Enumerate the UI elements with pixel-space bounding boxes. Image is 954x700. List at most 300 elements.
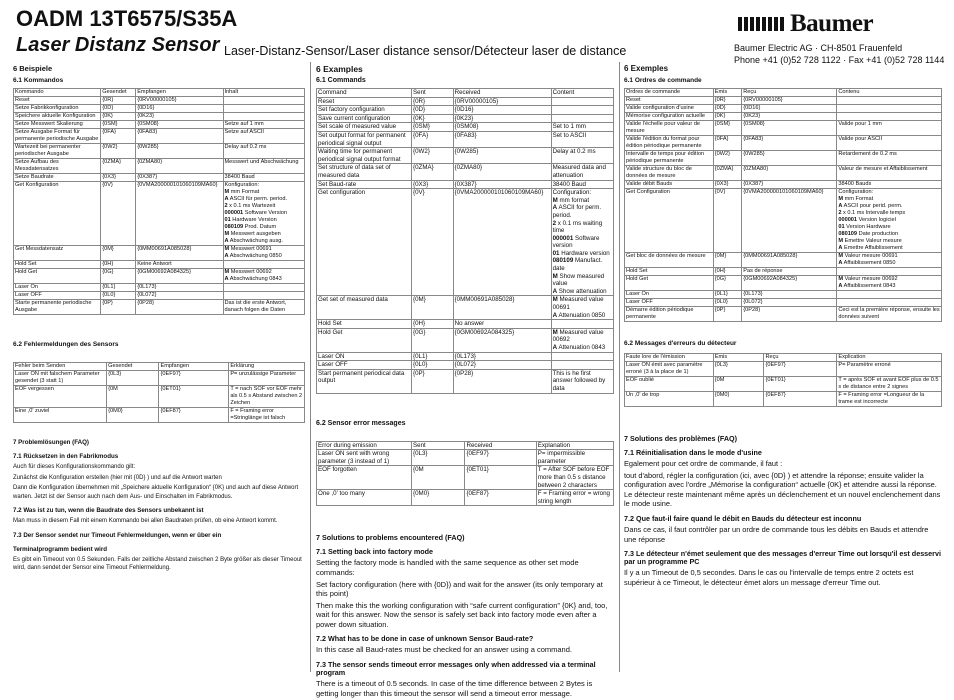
cell-line: Get Messdatensatz — [15, 246, 64, 252]
table-cell — [412, 189, 454, 296]
cell-line: 01 Hardware version — [552, 249, 610, 257]
cell-line: {0SM} — [714, 121, 730, 127]
cell-line: 000001 Software Version — [224, 210, 288, 216]
cell-line: Setze Ausgabe Format für permanente periodische Ausgabe — [15, 129, 99, 142]
table-cell — [412, 490, 465, 506]
table-header-row — [625, 89, 942, 97]
spacer — [316, 394, 614, 416]
column-french — [624, 62, 942, 589]
table-row — [317, 320, 614, 329]
cell-line: {0X387} — [743, 181, 764, 187]
cell-line: {0SM08} — [743, 121, 765, 127]
table-cell — [453, 123, 551, 132]
cell-line: {0EF87} — [765, 392, 786, 398]
table-cell — [317, 106, 412, 115]
table-row — [625, 136, 942, 151]
cell-line: 080109 Manufact. date — [552, 257, 603, 273]
cell-line: T = après SOF et avant EOF plus de 0.5 s de distance entre 2 signes — [838, 377, 939, 390]
table-header-cell: Inhalt — [223, 89, 305, 97]
cell-line: {0K23} — [743, 113, 761, 119]
spacer — [13, 352, 305, 362]
table-cell — [713, 151, 742, 166]
table-cell — [625, 97, 714, 105]
table-row — [14, 371, 305, 386]
table-cell — [14, 105, 101, 113]
table-cell — [713, 189, 742, 253]
cell-line: {0W2} — [102, 144, 118, 150]
table-cell — [625, 189, 714, 253]
table-row — [14, 386, 305, 408]
table-cell — [317, 148, 412, 164]
cell-line: Hold Get — [15, 269, 38, 275]
cell-line: {0K23} — [137, 113, 155, 119]
cell-line: Start permanent periodical data output — [318, 369, 405, 385]
table-cell — [713, 253, 742, 268]
cell-line: Set scale of measured value — [318, 123, 397, 131]
table-row — [14, 261, 305, 269]
table-header-cell: Fehler beim Senden — [14, 363, 107, 371]
baumer-logo — [738, 10, 873, 38]
table-cell — [14, 174, 101, 182]
table-cell — [713, 105, 742, 113]
table-header-cell: Sent — [412, 441, 465, 450]
table-cell — [742, 166, 837, 181]
cell-line: {0L0} — [413, 361, 428, 369]
table-cell — [713, 291, 742, 299]
table-cell — [223, 269, 305, 284]
table-cell — [136, 182, 223, 246]
table-row — [625, 97, 942, 105]
cell-line: {0W285} — [743, 151, 765, 157]
table-row — [14, 300, 305, 315]
cell-line: M Valeur mesure 00691 — [838, 253, 898, 259]
cell-line: A Affaiblissement 0843 — [838, 283, 896, 289]
column-english — [316, 62, 614, 700]
table-cell — [101, 182, 136, 246]
table-cell — [136, 261, 223, 269]
cell-line: Konfiguration: — [224, 182, 260, 188]
cell-line: Un ,0' de trop — [626, 392, 660, 398]
faq-paragraph: Auch für dieses Konfigurationskommando gilt: — [13, 464, 136, 470]
table-cell — [465, 450, 536, 466]
cell-line: 000001 Version logiciel — [838, 217, 896, 223]
cell-line: Valide pour 1 mm — [838, 121, 882, 127]
table-row — [625, 189, 942, 253]
cell-line: F = Framing error =Stringlänge ist falsch — [230, 408, 286, 421]
table-cell — [317, 352, 412, 361]
table-cell — [14, 246, 101, 261]
cell-line: {0SM08} — [454, 123, 479, 131]
table-header-cell: Empfangen — [159, 363, 229, 371]
table-cell — [101, 113, 136, 121]
cell-line: {0D} — [714, 105, 726, 111]
table-row — [14, 269, 305, 284]
cell-line: {0K} — [102, 113, 113, 119]
table-cell — [713, 97, 742, 105]
table-cell — [317, 114, 412, 123]
cell-line: {0FA83} — [743, 136, 764, 142]
cell-line: 38400 Baud — [552, 180, 586, 188]
cell-line: Laser ON sent with wrong parameter (3 instead of 1) — [318, 450, 390, 465]
cell-line: {0P28} — [743, 307, 761, 313]
table-cell — [14, 261, 101, 269]
cell-line: 2 x 0.1 ms Wartezeit — [224, 203, 276, 209]
table-cell — [412, 369, 454, 393]
table-cell — [551, 114, 613, 123]
cell-line: Reset — [626, 97, 641, 103]
spacer — [316, 431, 614, 441]
faq-paragraph: Dans ce cas, il faut contrôler par un ordre de commande tous les débits en Bauds et attendre une réponse — [624, 524, 929, 544]
cell-line: Get configuration — [318, 189, 366, 197]
faq-paragraph: Il y a un Timeout de 0,5 secondes. Dans le cas ou l'intervalle de temps entre 2 octets est supérieur à ce Timeout, le détecteur émet alors un message d'erreur Time out. — [624, 568, 914, 587]
table-cell — [764, 392, 837, 407]
cell-line: {0EF97} — [466, 450, 489, 458]
column-divider — [619, 62, 620, 672]
spacer — [316, 506, 614, 528]
cell-line: {0GM00692A084325} — [454, 328, 515, 336]
table-cell — [14, 269, 101, 284]
table-row — [14, 284, 305, 292]
cell-line: {0ET01} — [160, 386, 181, 392]
cell-line: {0X3} — [102, 174, 116, 180]
commands-table — [13, 88, 305, 315]
cell-line: Hold Set — [318, 320, 342, 328]
table-cell — [453, 180, 551, 189]
faq-heading-timeout-cont: Terminalprogramm bedient wird — [13, 545, 108, 553]
commands-table — [316, 88, 614, 394]
table-cell — [742, 276, 837, 291]
cell-line: A Emettre Affaiblissement — [838, 245, 903, 251]
cell-line: Laser OFF — [15, 292, 42, 298]
cell-line: {0G} — [413, 328, 426, 336]
faq-paragraph: There is a timeout of 0.5 seconds. In case of the time difference between 2 Bytes is getting longer than this timeout the sensor will send a timeout error message. — [316, 679, 593, 698]
table-cell — [223, 105, 305, 113]
table-cell — [837, 291, 942, 299]
table-cell — [317, 97, 412, 106]
cell-line: T = After SOF before EOF more than 0.5 s distance between 2 characters — [537, 466, 610, 489]
cell-line: Reset — [318, 97, 335, 105]
table-cell — [317, 369, 412, 393]
table-cell — [412, 97, 454, 106]
error-messages-table — [316, 441, 614, 507]
cell-line: Laser On — [626, 291, 650, 297]
table-row — [625, 291, 942, 299]
table-cell — [742, 181, 837, 189]
multilingual-subtitle: Laser-Distanz-Sensor/Laser distance sensor/Détecteur laser de distance — [224, 44, 627, 58]
cell-line: {0M} — [714, 253, 727, 259]
cell-line: Démarre édition périodique permanente — [626, 307, 694, 320]
table-cell — [101, 105, 136, 113]
cell-line: One ,0' too many — [318, 490, 365, 498]
cell-line: Speichere aktuelle Konfiguration — [15, 113, 96, 119]
faq-paragraph: Setting the factory mode is handled with the same sequence as other set mode commands: — [316, 558, 579, 577]
table-cell — [837, 121, 942, 136]
table-cell — [14, 159, 101, 174]
cell-line: Keine Antwort — [137, 261, 172, 267]
table-cell — [742, 105, 837, 113]
cell-line: Hold Get — [626, 276, 649, 282]
column-german — [13, 62, 305, 575]
table-header-row — [625, 354, 942, 362]
cell-line: {0D16} — [454, 106, 474, 114]
cell-line: {0MM00691A085028} — [137, 246, 192, 252]
faq-heading-baudrate: 7.2 Was ist zu tun, wenn die Baudrate des Sensors unbekannt ist — [13, 507, 204, 514]
cell-line: {0K23} — [454, 114, 474, 122]
table-row — [625, 113, 942, 121]
table-cell — [837, 113, 942, 121]
table-header-cell: Gesendet — [107, 363, 159, 371]
table-cell — [101, 144, 136, 159]
table-cell — [742, 268, 837, 276]
table-cell — [453, 189, 551, 296]
table-cell — [136, 105, 223, 113]
cell-line: {0GM00692A084325} — [743, 276, 798, 282]
faq-heading-factory-mode: 7.1 Réinitialisation dans le mode d'usine — [624, 448, 762, 457]
faq-heading-factory-mode: 7.1 Rücksetzen in den Fabrikmodus — [13, 453, 119, 460]
cell-line: {0L0} — [714, 299, 728, 305]
table-cell — [223, 97, 305, 105]
cell-line: Intervalle de temps pour édition périodique permanente — [626, 151, 705, 164]
cell-line: No answer — [454, 320, 485, 328]
table-cell — [713, 121, 742, 136]
table-row — [317, 131, 614, 147]
faq-heading-baudrate: 7.2 What has to be done in case of unknown Sensor Baud-rate? — [316, 634, 534, 644]
cell-line: Reset — [15, 97, 30, 103]
cell-line: {0ZMA} — [102, 159, 121, 165]
table-cell — [223, 121, 305, 129]
table-cell — [837, 299, 942, 307]
table-row — [14, 408, 305, 423]
table-cell — [465, 466, 536, 490]
spacer — [624, 322, 942, 336]
table-row — [317, 189, 614, 296]
table-row — [625, 377, 942, 392]
table-header-cell: Error during emission — [317, 441, 412, 450]
table-cell — [453, 328, 551, 352]
cell-line: {0K} — [714, 113, 726, 119]
cell-line: M Measured value 00692 — [552, 328, 604, 344]
cell-line: {0P} — [714, 307, 726, 313]
table-row — [625, 121, 942, 136]
table-cell — [837, 136, 942, 151]
cell-line: {0D16} — [137, 105, 155, 111]
cell-line: 01 Hardware Version — [224, 217, 277, 223]
table-cell — [837, 362, 942, 377]
faq-paragraph: Then make this the working configuration with “safe current configuration” {0K} and, too, wait for this answer. Now the sensor is safely set back into factory mode even after a power down situation. — [316, 600, 608, 629]
cell-line: A ASCII für perm. period. — [224, 196, 287, 202]
cell-line: Set structure of data set of measured data — [318, 164, 391, 179]
cell-line: {0R} — [714, 97, 726, 103]
table-cell — [223, 113, 305, 121]
logo-bars-icon — [738, 17, 784, 31]
table-row — [625, 268, 942, 276]
cell-line: F = Framing error = wrong string length — [537, 490, 610, 505]
cell-line: Save current configuration — [318, 114, 391, 122]
table-cell — [742, 189, 837, 253]
table-cell — [412, 123, 454, 132]
cell-line: {0W2} — [413, 148, 430, 156]
table-cell — [136, 246, 223, 261]
table-cell — [625, 181, 714, 189]
cell-line: {0L1} — [714, 291, 728, 297]
cell-line: {0R} — [413, 97, 426, 105]
table-cell — [412, 320, 454, 329]
table-cell — [551, 361, 613, 370]
table-row — [14, 246, 305, 261]
cell-line: {0EF87} — [466, 490, 489, 498]
table-row — [625, 362, 942, 377]
section-heading-errors: 6.2 Sensor error messages — [316, 419, 406, 427]
table-cell — [223, 284, 305, 292]
section-heading-faq: 7 Solutions des problèmes (FAQ) — [624, 434, 738, 443]
spacer — [13, 315, 305, 337]
cell-line: Set to ASCII — [552, 131, 587, 139]
table-cell — [14, 129, 101, 144]
cell-line: A Attenuation 0843 — [552, 344, 606, 351]
table-cell — [317, 450, 412, 466]
table-cell — [625, 105, 714, 113]
table-row — [14, 113, 305, 121]
cell-line: EOF forgotten — [318, 466, 357, 474]
cell-line: Configuration: — [838, 189, 874, 195]
table-cell — [14, 371, 107, 386]
cell-line: Delay auf 0.2 ms — [224, 144, 267, 150]
cell-line: M Messwert 00691 — [224, 246, 272, 252]
table-cell — [742, 151, 837, 166]
table-header-cell: Reçu — [764, 354, 837, 362]
cell-line: {0SM} — [102, 121, 118, 127]
error-messages-table — [13, 362, 305, 423]
cell-line: This is he first answer followed by data — [552, 369, 606, 392]
table-cell — [229, 371, 305, 386]
table-row — [14, 144, 305, 159]
table-cell — [136, 269, 223, 284]
cell-line: {0H} — [413, 320, 426, 328]
table-cell — [14, 408, 107, 423]
table-cell — [412, 352, 454, 361]
table-header-cell: Erklärung — [229, 363, 305, 371]
table-row — [317, 114, 614, 123]
table-cell — [412, 361, 454, 370]
cell-line: A Affaiblissement 0850 — [838, 260, 896, 266]
cell-line: A Show attenuation — [552, 287, 607, 295]
contact-address: Baumer Electric AG · CH-8501 Frauenfeld — [734, 43, 903, 53]
table-cell — [223, 174, 305, 182]
cell-line: Hold Set — [626, 268, 648, 274]
table-cell — [159, 386, 229, 408]
table-cell — [107, 386, 159, 408]
cell-line: {0L1} — [413, 352, 428, 360]
cell-line: {0M} — [102, 246, 114, 252]
cell-line: 080109 Prod. Datum — [224, 224, 277, 230]
table-cell — [625, 377, 714, 392]
table-header-cell: Empfangen — [136, 89, 223, 97]
table-row — [317, 361, 614, 370]
table-cell — [465, 490, 536, 506]
cell-line: A ASCII for perm. period. — [552, 204, 602, 219]
table-cell — [837, 189, 942, 253]
cell-line: M mm Format — [838, 196, 874, 202]
cell-line: {0L072} — [454, 361, 476, 369]
cell-line: Laser ON émit avec paramètre erroné (3 à la place de 1) — [626, 362, 703, 375]
table-cell — [101, 292, 136, 300]
cell-line: {0V} — [413, 189, 425, 197]
table-cell — [317, 466, 412, 490]
table-row — [625, 392, 942, 407]
cell-line: Laser OFF — [318, 361, 348, 369]
table-row — [14, 159, 305, 174]
table-cell — [101, 300, 136, 315]
cell-line: Valide configuration d'usine — [626, 105, 694, 111]
faq-heading-timeout: 7.3 Le détecteur n'émet seulement que des messages d'erreur Time out lorsqu'il est desservi par un programme PC — [624, 549, 941, 567]
document-subtitle: Laser Distanz Sensor — [16, 34, 220, 56]
table-cell — [136, 97, 223, 105]
table-cell — [136, 284, 223, 292]
cell-line: {0MM00691A085028} — [454, 296, 515, 304]
table-cell — [229, 408, 305, 423]
table-cell — [101, 261, 136, 269]
faq-paragraph: Set factory configuration (here with {0D}) and wait for the answer (its only temporary at this point) — [316, 579, 603, 599]
table-cell — [412, 450, 465, 466]
cell-line: {0MM00691A085028} — [743, 253, 798, 259]
table-header-cell: Explication — [837, 354, 942, 362]
table-cell — [742, 136, 837, 151]
cell-line: 2 x 0.1 ms waiting time — [552, 219, 603, 235]
cell-line: {0G} — [714, 276, 726, 282]
table-cell — [317, 180, 412, 189]
table-cell — [317, 296, 412, 320]
cell-line: {0X3} — [714, 181, 729, 187]
cell-line: {0ZMA80} — [454, 164, 483, 172]
cell-line: 2 x 0.1 ms Intervalle temps — [838, 210, 906, 216]
cell-line: M mm format — [552, 196, 590, 204]
faq-paragraph: Es gibt ein Timeout von 0.5 Sekunden. Falls der zeitliche Abstand zwischen 2 Byte größer als dieser Timeout wird, dann sendet der Sensor eine Timeout Fehlermeldung. — [13, 556, 302, 571]
table-cell — [229, 386, 305, 408]
faq-heading-timeout: 7.3 The sensor sends timeout error messages only when addressed via a terminal program — [316, 660, 596, 678]
table-cell — [453, 352, 551, 361]
table-header-cell: Received — [465, 441, 536, 450]
cell-line: Starte permanente periodische Ausgabe — [15, 300, 92, 313]
table-cell — [317, 131, 412, 147]
table-cell — [713, 276, 742, 291]
cell-line: {0D} — [413, 106, 426, 114]
cell-line: Get Konfiguration — [15, 182, 59, 188]
table-row — [625, 105, 942, 113]
cell-line: {0D16} — [743, 105, 761, 111]
cell-line: 38400 Bauds — [838, 181, 872, 187]
cell-line: M Emettre Valeur mesure — [838, 238, 902, 244]
logo-name: Baumer — [790, 10, 874, 37]
cell-line: {0P28} — [137, 300, 155, 306]
cell-line: {0VMA200000101060109MA60} — [137, 182, 218, 188]
table-cell — [159, 408, 229, 423]
cell-line: Set Baud-rate — [318, 180, 357, 188]
table-header-cell: Contenu — [837, 89, 942, 97]
table-row — [317, 164, 614, 180]
cell-line: {0M0} — [108, 408, 123, 414]
cell-line: {0M — [714, 377, 725, 383]
table-cell — [713, 299, 742, 307]
cell-line: Get bloc de données de mesure — [626, 253, 706, 259]
table-row — [317, 296, 614, 320]
table-cell — [713, 307, 742, 322]
faq-paragraph: Man muss in diesem Fall mit einem Kommando bei allen Baudraten prüfen, ob eine Antwort kommt. — [13, 518, 278, 524]
table-row — [317, 450, 614, 466]
faq-heading-factory-mode: 7.1 Setting back into factory mode — [316, 547, 434, 557]
faq-paragraph: tout d'abord, régler la configuration (ici, avec {0D} ) et attendre la réponse; ensuite valider la configuration avec l'ordre „Mémorise la configuration“ actuelle {0K} et attendre aussi la réponse. Le détecteur reste maintenant même après un déclenchement et un nouvel enclenchement dans le mode usine. — [624, 470, 941, 509]
table-row — [317, 466, 614, 490]
table-row — [625, 276, 942, 291]
